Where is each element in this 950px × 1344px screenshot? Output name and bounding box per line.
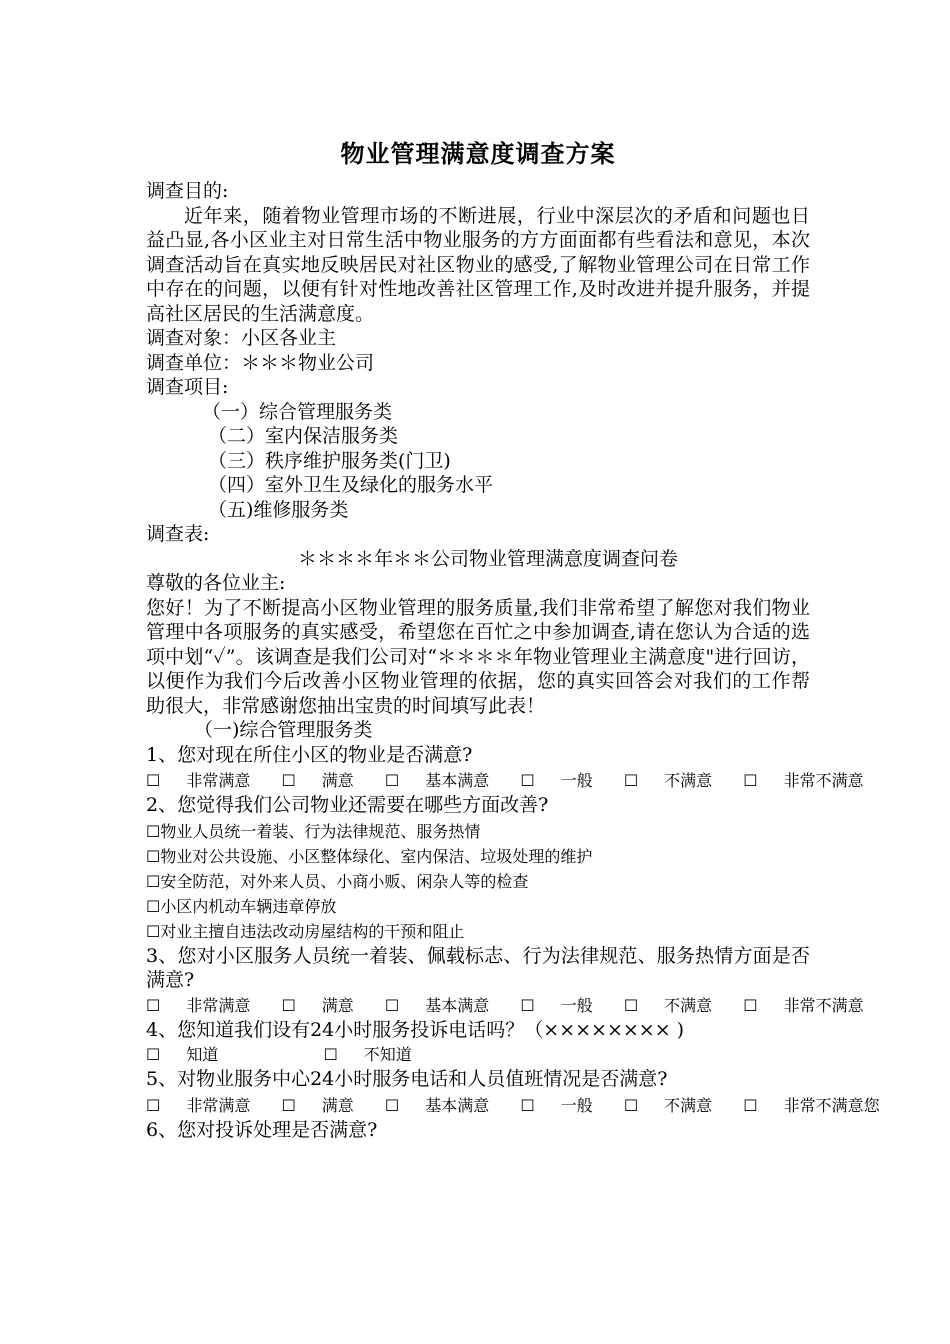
question-4-options [146, 1042, 810, 1067]
option[interactable]: ☐ 满意 [281, 1093, 353, 1118]
question-4: 4、您知道我们设有24小时服务投诉电话吗？（×××××××× ) [146, 1018, 685, 1041]
option[interactable]: ☐ 不知道 [323, 1042, 411, 1067]
category-item: （四）室外卫生及绿化的服务水平 [208, 474, 494, 496]
checkbox-icon[interactable]: ☐ [743, 1095, 758, 1115]
checkbox-icon[interactable]: ☐ [146, 921, 161, 941]
option[interactable]: ☐ 非常满意 [146, 993, 250, 1018]
option[interactable]: ☐物业人员统一着装、行为法律规范、服务热情 [146, 821, 481, 841]
category-item: （一）综合管理服务类 [202, 400, 393, 423]
option[interactable]: ☐ 不满意 [624, 1093, 712, 1118]
option[interactable]: ☐物业对公共设施、小区整体绿化、室内保洁、垃圾处理的维护 [146, 846, 593, 866]
checkbox-icon[interactable]: ☐ [146, 896, 161, 916]
option[interactable]: ☐ 不满意 [624, 993, 712, 1018]
checkbox-icon[interactable]: ☐ [520, 771, 535, 790]
checkbox-icon[interactable]: ☐ [743, 995, 758, 1015]
purpose-paragraph [146, 204, 810, 327]
checkbox-icon[interactable]: ☐ [146, 771, 161, 790]
checkbox-icon[interactable]: ☐ [146, 1045, 161, 1064]
category-item: （二）室内保洁服务类 [208, 425, 399, 447]
checkbox-icon[interactable]: ☐ [323, 1045, 338, 1064]
purpose-body: 近年来，随着物业管理市场的不断进展，行业中深层次的矛盾和问题也日益凸显,各小区业主对日常生活中物业服务的方方面面都有些看法和意见，本次调查活动旨在真实地反映居民对社区物业的感受,了解物业管理公司在日常工作中存在的问题，以便有针对性地改善社区管理工作,及时改进并提升服务，并提高社区居民的生活满意度。 [146, 204, 810, 325]
option[interactable]: ☐ 非常满意 [146, 768, 250, 793]
survey-unit: 调查单位：＊＊＊物业公司 [146, 351, 375, 374]
questionnaire-intro: 您好！为了不断提高小区物业管理的服务质量,我们非常希望了解您对我们物业管理中各项服务的真实感受，希望您在百忙之中参加调查,请在您认为合适的选项中划“✓”。该调查是我们公司对“＊＊＊＊年物业管理业主满意度"进行回访，以便作为我们今后改善小区物业管理的依据，您的真实回答会对我们的工作帮助很大，非常感谢您抽出宝贵的时间填写此表！ [146, 596, 810, 717]
questionnaire-greeting: 尊敬的各位业主: [146, 572, 286, 594]
question-3: 3、您对小区服务人员统一着装、佩载标志、行为法律规范、服务热情方面是否满意? [146, 944, 810, 991]
questionnaire-section-heading: （一)综合管理服务类 [194, 719, 373, 741]
checkbox-icon[interactable]: ☐ [146, 821, 161, 841]
questionnaire-title: ＊＊＊＊年＊＊公司物业管理满意度调查问卷 [297, 547, 678, 570]
checkbox-icon[interactable]: ☐ [623, 1095, 639, 1115]
option[interactable]: ☐ 一般 [520, 1093, 592, 1118]
question-3-options [146, 993, 864, 1018]
purpose-heading: 调查目的: [146, 180, 229, 202]
checkbox-icon[interactable]: ☐ [146, 1095, 161, 1115]
option[interactable]: ☐ 非常不满意您 [743, 1093, 879, 1118]
option[interactable]: ☐ 非常不满意 [743, 768, 863, 793]
question-6: 6、您对投诉处理是否满意? [146, 1118, 378, 1141]
checkbox-icon[interactable]: ☐ [146, 871, 161, 891]
option[interactable]: ☐安全防范，对外来人员、小商小贩、闲杂人等的检查 [146, 871, 529, 891]
option[interactable]: ☐ 一般 [520, 768, 592, 793]
option[interactable]: ☐ 基本满意 [385, 1093, 489, 1118]
checkbox-icon[interactable]: ☐ [520, 995, 535, 1015]
option[interactable]: ☐ 非常满意 [146, 1093, 250, 1118]
question-5-options [146, 1093, 880, 1118]
category-item: （三）秩序维护服务类(门卫) [208, 449, 451, 472]
checkbox-icon[interactable]: ☐ [146, 846, 161, 866]
option[interactable]: ☐ 一般 [520, 993, 592, 1018]
option[interactable]: ☐ 非常不满意 [743, 993, 863, 1018]
checkbox-icon[interactable]: ☐ [281, 1095, 296, 1115]
checkbox-icon[interactable]: ☐ [623, 995, 639, 1015]
option[interactable]: ☐ 满意 [281, 993, 353, 1018]
checkbox-icon[interactable]: ☐ [281, 771, 296, 790]
option[interactable]: ☐对业主擅自违法改动房屋结构的干预和阻止 [146, 921, 465, 941]
checkbox-icon[interactable]: ☐ [384, 1095, 400, 1115]
checkbox-icon[interactable]: ☐ [623, 771, 639, 790]
option[interactable]: ☐ 满意 [281, 768, 353, 793]
option[interactable]: ☐ 基本满意 [385, 768, 489, 793]
category-item: （五)维修服务类 [208, 498, 349, 521]
option[interactable]: ☐小区内机动车辆违章停放 [146, 896, 337, 916]
checkbox-icon[interactable]: ☐ [384, 771, 400, 790]
survey-table-heading: 调查表: [146, 523, 210, 545]
question-1: 1、您对现在所住小区的物业是否满意? [146, 743, 473, 766]
checkbox-icon[interactable]: ☐ [520, 1095, 535, 1115]
question-5: 5、对物业服务中心24小时服务电话和人员值班情况是否满意? [146, 1068, 668, 1090]
question-2: 2、您觉得我们公司物业还需要在哪些方面改善? [146, 794, 549, 816]
checkbox-icon[interactable]: ☐ [146, 995, 161, 1015]
question-1-options [146, 768, 864, 793]
option[interactable]: ☐ 基本满意 [385, 993, 489, 1018]
checkbox-icon[interactable]: ☐ [384, 995, 400, 1015]
document-title: 物业管理满意度调查方案 [340, 139, 616, 168]
option[interactable]: ☐ 知道 [146, 1042, 218, 1067]
option[interactable]: ☐ 不满意 [624, 768, 712, 793]
survey-target: 调查对象：小区各业主 [146, 327, 337, 349]
checkbox-icon[interactable]: ☐ [281, 995, 296, 1015]
document-page [146, 134, 880, 1143]
checkbox-icon[interactable]: ☐ [743, 771, 758, 790]
survey-items-heading: 调查项目: [146, 376, 229, 398]
